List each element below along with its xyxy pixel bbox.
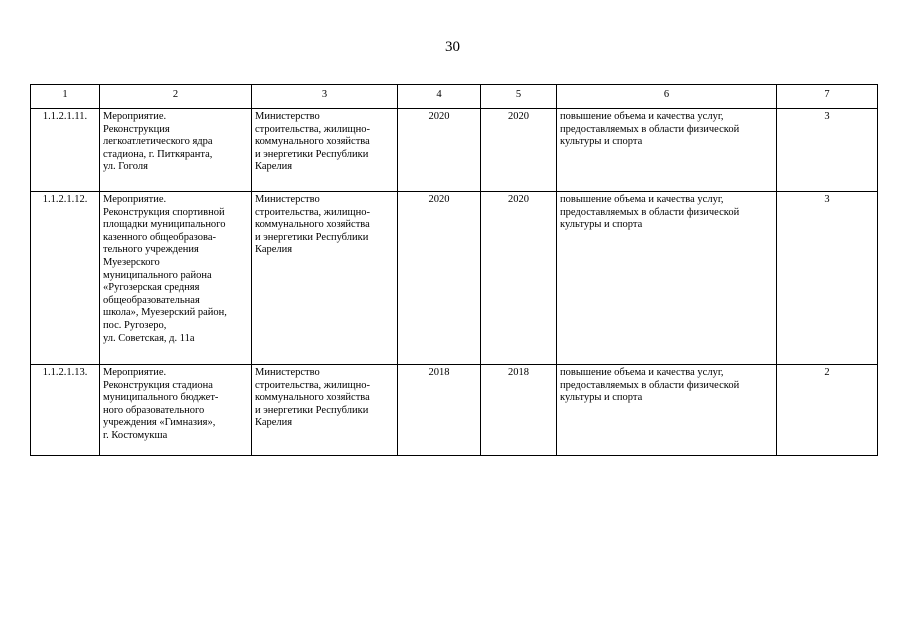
event-line: ул. Гоголя	[103, 161, 148, 173]
column-header-1: 1	[31, 85, 100, 109]
event-line: Мероприятие.	[103, 194, 167, 205]
column-header-7: 7	[777, 85, 878, 109]
result-line: культуры и спорта	[560, 219, 643, 231]
result-line: культуры и спорта	[560, 392, 643, 404]
event-line: муниципального района	[103, 269, 212, 281]
executor-line: Министерство	[255, 367, 320, 378]
event-line: стадиона, г. Питкяранта,	[103, 148, 213, 160]
event-line: Мероприятие.	[103, 111, 167, 122]
page-number: 30	[445, 39, 460, 55]
event-line: казенного общеобразова-	[103, 231, 216, 243]
executor-line: и энергетики Республики	[255, 231, 369, 243]
event-line: легкоатлетического ядра	[103, 136, 213, 148]
table-row	[31, 192, 878, 365]
result-line: повышение объема и качества услуг,	[560, 367, 724, 378]
result-cell	[557, 192, 777, 365]
start-year: 2020	[398, 109, 481, 192]
row-code: 1.1.2.1.11.	[31, 109, 100, 192]
column-header-3: 3	[252, 85, 398, 109]
column-header-2: 2	[100, 85, 252, 109]
event-line: Реконструкция стадиона	[103, 379, 213, 391]
start-year: 2018	[398, 365, 481, 456]
start-year: 2020	[398, 192, 481, 365]
executor-line: коммунального хозяйства	[255, 136, 370, 148]
indicator-ref: 2	[777, 365, 878, 456]
result-line: повышение объема и качества услуг,	[560, 111, 724, 122]
executor-line: коммунального хозяйства	[255, 219, 370, 231]
result-line: предоставляемых в области физической	[560, 379, 740, 391]
result-line: культуры и спорта	[560, 136, 643, 148]
executor-line: строительства, жилищно-	[255, 206, 370, 218]
executor-line: Карелия	[255, 244, 293, 256]
event-line: ного образовательного	[103, 404, 205, 416]
row-code: 1.1.2.1.12.	[31, 192, 100, 365]
executor-cell	[252, 109, 398, 192]
column-header-4: 4	[398, 85, 481, 109]
column-header-6: 6	[557, 85, 777, 109]
executor-line: и энергетики Республики	[255, 148, 369, 160]
executor-line: строительства, жилищно-	[255, 379, 370, 391]
event-line: ул. Советская, д. 11а	[103, 332, 195, 344]
event-line: Муезерского	[103, 256, 160, 268]
event-line: муниципального бюджет-	[103, 392, 219, 404]
executor-line: Министерство	[255, 194, 320, 205]
event-line: «Ругозерская средняя	[103, 282, 200, 294]
result-line: предоставляемых в области физической	[560, 206, 740, 218]
executor-line: Министерство	[255, 111, 320, 122]
result-cell	[557, 109, 777, 192]
table-row	[31, 109, 878, 192]
result-cell	[557, 365, 777, 456]
event-line: площадки муниципального	[103, 219, 226, 231]
row-code: 1.1.2.1.13.	[31, 365, 100, 456]
header-row	[31, 85, 878, 109]
executor-line: строительства, жилищно-	[255, 123, 370, 135]
event-line: тельного учреждения	[103, 244, 199, 256]
event-cell	[100, 365, 252, 456]
event-line: Реконструкция спортивной	[103, 206, 225, 218]
result-line: предоставляемых в области физической	[560, 123, 740, 135]
event-line: общеобразовательная	[103, 294, 200, 306]
indicator-ref: 3	[777, 109, 878, 192]
executor-cell	[252, 192, 398, 365]
executor-line: Карелия	[255, 161, 293, 173]
executor-line: Карелия	[255, 417, 293, 429]
event-line: г. Костомукша	[103, 429, 168, 441]
column-header-5: 5	[481, 85, 557, 109]
executor-line: и энергетики Республики	[255, 404, 369, 416]
table-row	[31, 365, 878, 456]
end-year: 2018	[481, 365, 557, 456]
program-table	[30, 84, 878, 456]
end-year: 2020	[481, 109, 557, 192]
event-line: школа», Муезерский район,	[103, 307, 227, 319]
event-line: Мероприятие.	[103, 367, 167, 378]
executor-line: коммунального хозяйства	[255, 392, 370, 404]
executor-cell	[252, 365, 398, 456]
indicator-ref: 3	[777, 192, 878, 365]
event-line: Реконструкция	[103, 123, 170, 135]
event-cell	[100, 109, 252, 192]
event-cell	[100, 192, 252, 365]
result-line: повышение объема и качества услуг,	[560, 194, 724, 205]
event-line: пос. Ругозеро,	[103, 319, 167, 331]
event-line: учреждения «Гимназия»,	[103, 417, 216, 429]
end-year: 2020	[481, 192, 557, 365]
